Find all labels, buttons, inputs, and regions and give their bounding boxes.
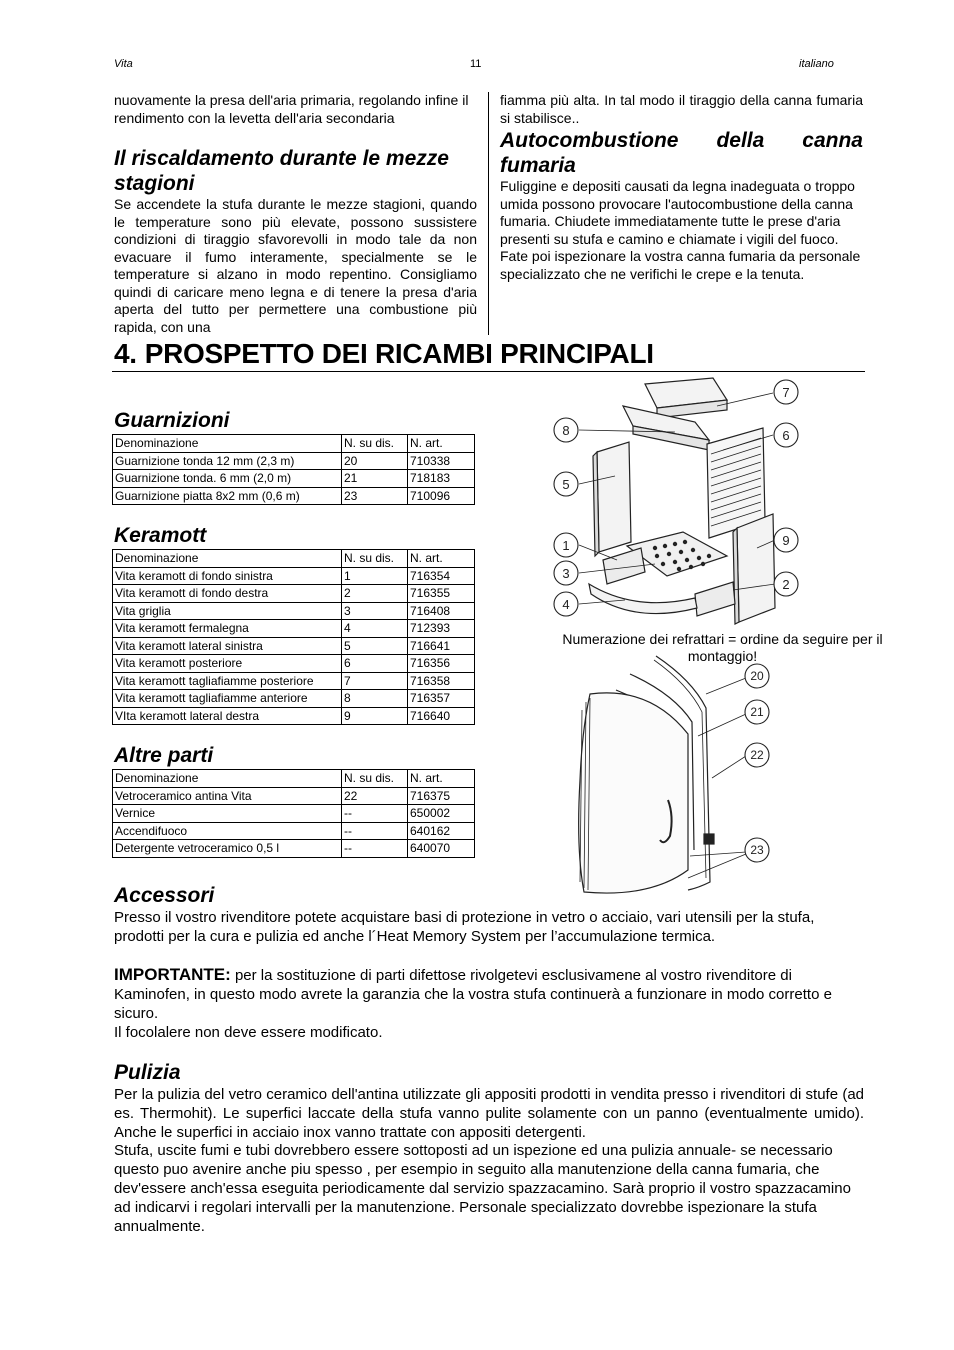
table-row [113, 637, 475, 655]
table-row [113, 840, 475, 858]
callout-label-23: 23 [750, 843, 764, 857]
cell-article: 716375 [408, 787, 475, 805]
door-callouts [745, 664, 769, 862]
cell-article: 718183 [408, 470, 475, 488]
cleaning-heading: Pulizia [114, 1061, 181, 1084]
cell-name: Vetroceramico antina Vita [113, 787, 342, 805]
table-row [113, 707, 475, 725]
cleaning-paragraph-2: Stufa, uscite fumi e tubi dovrebbero essere sottoposti ad un ispezione ed una pulizia annuale- se necessario questo puo avenire anche piu spesso , per esempio in seguito alla manutenzione della canna fumaria, che dev'essere anch'essa eseguita periodicamente dal servizio spazzacamino. Sarà proprio il vostro spazzacamino ad indicarvi i regolari intervalli per la manutenzione. Personale specializzato dovrebbe ispezionare la stufa annualmente. [114, 1142, 851, 1235]
important-body: per la sostituzione di parti difettose rivolgetevi esclusivamene al vostro rivenditore di Kaminofen, in questo modo avrete la garanzia che la vostra stufa continuerà a funzionare in modo corretto e sicuro. [114, 967, 832, 1022]
cell-name: VIta keramott lateral destra [113, 707, 342, 725]
part-9-shape [733, 514, 775, 624]
callout-label-1: 1 [562, 538, 570, 553]
other-parts-heading: Altre parti [114, 744, 214, 767]
cell-name: Vita keramott tagliafiamme anteriore [113, 690, 342, 708]
cell-name: Vernice [113, 805, 342, 823]
cell-drawing: 7 [342, 672, 408, 690]
self-combustion-heading: Autocombustione della canna fumaria [500, 129, 863, 177]
column-divider [488, 92, 489, 335]
cell-drawing: -- [342, 805, 408, 823]
cell-article: 650002 [408, 805, 475, 823]
door-exploded-diagram [570, 650, 780, 898]
cleaning-paragraph-1: Per la pulizia del vetro ceramico dell'antina utilizzate gli appositi prodotti in vendita presso i rivenditori di stufe (ad es. Thermohit). Le superfici laccate della stufa vanno pulite solamente con un panno (eventualmente umido). Anche le superfici in acciaio inox vanno trattate con appositi detergenti. [114, 1086, 864, 1141]
table-row [113, 585, 475, 603]
refractory-exploded-diagram [545, 372, 810, 628]
table-row [113, 487, 475, 505]
cell-article: 716355 [408, 585, 475, 603]
table-header-row [113, 550, 475, 568]
cell-name: Vita keramott di fondo destra [113, 585, 342, 603]
door-callout-lines [688, 678, 746, 878]
header-right: italiano [799, 58, 834, 70]
cell-drawing: 21 [342, 470, 408, 488]
cell-drawing: 5 [342, 637, 408, 655]
cell-name: Detergente vetroceramico 0,5 l [113, 840, 342, 858]
chapter-title [114, 338, 654, 370]
cell-drawing: -- [342, 840, 408, 858]
important-note: Il focolalere non deve essere modificato. [114, 1024, 383, 1041]
cell-drawing: 8 [342, 690, 408, 708]
diagram-caption: Numerazione dei refrattari = ordine da seguire per il montaggio! [562, 631, 883, 664]
cell-name: Vita keramott tagliafiamme posteriore [113, 672, 342, 690]
intro-right-text: fiamma più alta. In tal modo il tiraggio della canna fumaria si stabilisce.. [500, 92, 863, 126]
col-name-header: Denominazione [113, 435, 342, 453]
callout-label-3: 3 [562, 566, 570, 581]
cell-article: 640162 [408, 822, 475, 840]
important-notice [114, 965, 864, 1023]
cell-name: Vita griglia [113, 602, 342, 620]
cell-drawing: 6 [342, 655, 408, 673]
part-5-shape [593, 442, 631, 556]
cell-article: 716640 [408, 707, 475, 725]
table-row [113, 787, 475, 805]
cell-drawing: -- [342, 822, 408, 840]
cell-name: Vita keramott di fondo sinistra [113, 567, 342, 585]
table-header-row [113, 770, 475, 788]
col-name-header: Denominazione [113, 550, 342, 568]
chapter-title-text: PROSPETTO DEI RICAMBI PRINCIPALI [144, 338, 654, 369]
important-label: IMPORTANTE: [114, 965, 231, 984]
callout-label-2: 2 [782, 577, 790, 592]
col-article-header: N. art. [408, 770, 475, 788]
col-drawing-header: N. su dis. [342, 770, 408, 788]
part-7-shape [645, 378, 727, 418]
part-2-shape [695, 582, 735, 616]
cell-drawing: 23 [342, 487, 408, 505]
cell-article: 716408 [408, 602, 475, 620]
part-4-shape [589, 584, 697, 614]
gaskets-table [112, 434, 475, 505]
cell-drawing: 2 [342, 585, 408, 603]
col-article-header: N. art. [408, 550, 475, 568]
mid-season-heading: Il riscaldamento durante le mezze stagioni [114, 147, 449, 195]
callout-label-20: 20 [750, 669, 764, 683]
table-header-row [113, 435, 475, 453]
callout-label-7: 7 [782, 385, 790, 400]
intro-left-text: nuovamente la presa dell'aria primaria, regolando infine il rendimento con la levetta dell'aria secondaria [114, 92, 469, 126]
table-row [113, 655, 475, 673]
page-number: 11 [470, 58, 482, 70]
cell-drawing: 3 [342, 602, 408, 620]
col-article-header: N. art. [408, 435, 475, 453]
cell-name: Guarnizione tonda 12 mm (2,3 m) [113, 452, 342, 470]
cell-article: 710096 [408, 487, 475, 505]
callout-label-6: 6 [782, 428, 790, 443]
col-drawing-header: N. su dis. [342, 435, 408, 453]
callout-label-22: 22 [750, 748, 764, 762]
callout-label-9: 9 [782, 533, 790, 548]
header-left: Vita [114, 58, 133, 70]
table-row [113, 620, 475, 638]
cell-article: 710338 [408, 452, 475, 470]
cell-article: 640070 [408, 840, 475, 858]
cell-article: 716357 [408, 690, 475, 708]
keramott-heading: Keramott [114, 524, 207, 547]
table-row [113, 672, 475, 690]
cell-drawing: 9 [342, 707, 408, 725]
cell-name: Accendifuoco [113, 822, 342, 840]
table-row [113, 470, 475, 488]
cell-name: Vita keramott lateral sinistra [113, 637, 342, 655]
cell-name: Guarnizione piatta 8x2 mm (0,6 m) [113, 487, 342, 505]
cell-article: 716641 [408, 637, 475, 655]
cell-drawing: 20 [342, 452, 408, 470]
cell-drawing: 4 [342, 620, 408, 638]
other-parts-table [112, 769, 475, 858]
callout-label-4: 4 [562, 597, 570, 612]
col-drawing-header: N. su dis. [342, 550, 408, 568]
cell-name: Guarnizione tonda. 6 mm (2,0 m) [113, 470, 342, 488]
table-row [113, 602, 475, 620]
cell-article: 716354 [408, 567, 475, 585]
table-row [113, 805, 475, 823]
callout-label-21: 21 [750, 705, 764, 719]
keramott-table [112, 549, 475, 725]
cell-drawing: 1 [342, 567, 408, 585]
self-combustion-body: Fuliggine e depositi causati da legna inadeguata o troppo umida possono provocare l'autocombustione della canna fumaria. Chiudete immediatamente tutte le prese d'aria presenti su stufa e camino e chiamate i vigili del fuoco. Fate poi ispezionare la vostra canna fumaria da personale specializzato che ne verifichi le crepe e la tenuta. [500, 178, 861, 282]
chapter-number: 4. [114, 338, 137, 369]
mid-season-body: Se accendete la stufa durante le mezze stagioni, quando le temperature sono più elevate, possono sussistere condizioni di tiraggio sfavorevolli in modo tale da non evacuare il fumo interamente, specialmente se le temperature si alzano in modo repentino. Consigliamo quindi di caricare meno legna e di tenere la presa d'aria aperta del tutto per permettere una combustione più rapida, con una [114, 196, 477, 335]
cell-article: 712393 [408, 620, 475, 638]
accessories-heading: Accessori [114, 884, 215, 907]
cell-name: Vita keramott fermalegna [113, 620, 342, 638]
cell-name: Vita keramott posteriore [113, 655, 342, 673]
table-row [113, 822, 475, 840]
cell-article: 716358 [408, 672, 475, 690]
cell-article: 716356 [408, 655, 475, 673]
callout-label-8: 8 [562, 423, 570, 438]
table-row [113, 690, 475, 708]
col-name-header: Denominazione [113, 770, 342, 788]
table-row [113, 452, 475, 470]
accessories-body: Presso il vostro rivenditore potete acquistare basi di protezione in vetro o acciaio, vari utensili per la stufa, prodotti per la cura e pulizia ed anche l´Heat Memory System per l’accumulazione termica. [114, 909, 815, 945]
gaskets-heading: Guarnizioni [114, 409, 230, 432]
table-row [113, 567, 475, 585]
cell-drawing: 22 [342, 787, 408, 805]
callout-label-5: 5 [562, 477, 570, 492]
